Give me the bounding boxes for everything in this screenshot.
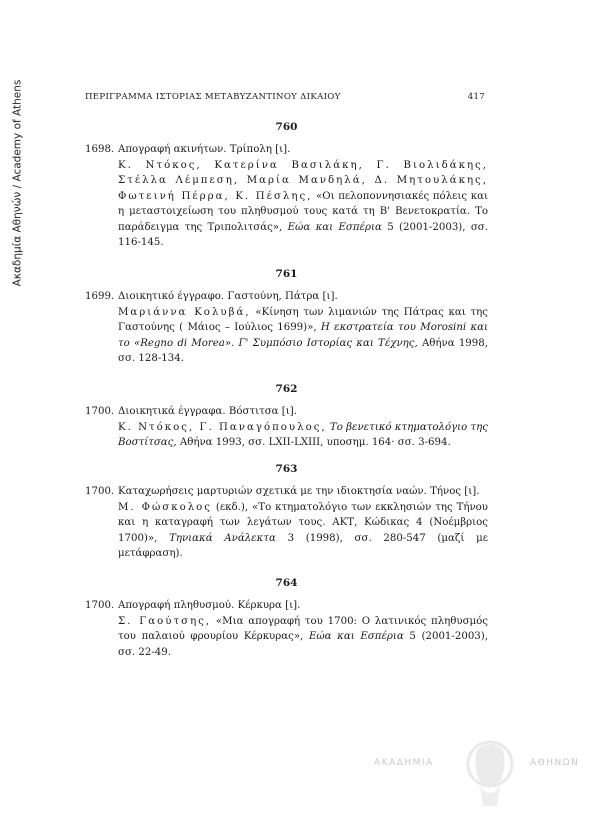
entry-description: Διοικητικό έγγραφο. Γαστούνη, Πάτρα [ι]. [118,291,338,302]
entry-764 [85,577,488,660]
entry-citation [118,614,488,661]
entry-citation [118,305,488,367]
entry-article-title: «Μια απογραφή του 1700: Ο λατινικός πληθυσμός του παλαιού φρουρίου Κέρκυρας», [118,615,488,642]
archive-label-text: Ακαδημία Αθηνών / Academy of Athens [11,79,24,287]
entry-description: Απογραφή πληθυσμού. Κέρκυρα [ι]. [118,600,301,611]
entry-pages: Αθήνα 1993, σσ. LXII-LXIII, υποσημ. 164· σσ. 3-694. [179,437,451,448]
entry-heading [85,484,488,500]
entry-pages: 5 (2001-2003), σσ. 22-49. [118,631,488,658]
running-header [85,92,485,106]
academy-seal-icon [455,730,525,810]
entry-pages: 3 (1998), σσ. 280-547 (μαζί με μετάφραση). [118,532,488,559]
entry-pages: Αθήνα 1998, σσ. 128-134. [118,337,488,364]
entry-heading [85,404,488,420]
entry-description: Διοικητικά έγγραφα. Βόστιτσα [ι]. [118,406,297,417]
entry-heading [85,289,488,305]
entry-number: 761 [275,268,298,280]
entry-citation [118,158,488,251]
entry-authors: Σ. Γαούτσης, [118,615,212,627]
entry-year: 1699. [85,291,115,302]
watermark-text-right: ΑΘΗΝΩΝ [530,758,580,768]
entry-heading [85,598,488,614]
entry-number: 764 [275,577,298,589]
entry-authors: Μ. Φώσκολος [118,501,212,513]
page-number: 417 [467,92,485,102]
entry-year: 1698. [85,144,115,155]
entry-number: 762 [275,383,298,395]
entry-article-title: (εκδ.), «Το κτηματολόγιο των εκκλησιών της Τήνου και η καταγραφή των λεγάτων τους. ΑΚΤ, Κώδικας 4 (Νοέμβριος 1700)», [118,501,488,544]
entry-year: 1700. [85,600,115,611]
entry-description: Απογραφή ακινήτων. Τρίπολη [ι]. [118,144,291,155]
entry-761 [85,268,488,367]
entry-description: Καταχωρήσεις μαρτυριών σχετικά με την ιδιοκτησία ναών. Τήνος [ι]. [118,486,480,497]
entry-year: 1700. [85,486,115,497]
entry-publication: Εώα και Εσπέρια [287,221,382,233]
entry-publication: Τηνιακά Ανάλεκτα [169,532,276,544]
entry-citation [118,420,488,451]
entry-article-title: «Κίνηση των λιμανιών της Πάτρας και της Γαστούνης ( Μάιος – Ιούλιος 1699)», [118,306,488,333]
entry-article-title: «Οι πελοποννησιακές πόλεις και η μεταστοιχείωση του πληθυσμού τους κατά τη Β' Βενετοκρατία. Το παράδειγμα της Τριπολιτσάς», [118,190,488,233]
archive-sidebar-label [8,48,26,318]
header-title: ΠΕΡΙΓΡΑΜΜΑ ΙΣΤΟΡΙΑΣ ΜΕΤΑΒΥΖΑΝΤΙΝΟΥ ΔΙΚΑΙΟΥ [85,92,341,102]
entry-publication: Το βενετικό κτηματολόγιο της Βοστίτσας, [118,421,488,448]
watermark-text-left: ΑΚΑΔΗΜΙΑ [374,758,434,768]
entry-year: 1700. [85,406,115,417]
entry-762 [85,383,488,451]
entry-number: 763 [275,463,298,475]
entry-heading [85,142,488,158]
entry-760 [85,121,488,251]
entry-pages: 5 (2001-2003), σσ. 116-145. [118,221,488,248]
entry-763 [85,463,488,562]
entry-citation [118,500,488,562]
entry-authors: Κ. Ντόκος, Κατερίνα Βασιλάκη, Γ. Βιολιδάκης, Στέλλα Λέμπεση, Μαρία Μανδηλά, Δ. Μητουλάκης, Φωτεινή Πέρρα, Κ. Πέσλης, [118,159,488,202]
entry-number: 760 [275,121,298,133]
entry-publication: Εώα και Εσπέρια [308,631,404,642]
entry-authors: Κ. Ντόκος, Γ. Παναγόπουλος, [118,421,327,433]
entry-authors: Μαριάννα Κολυβά, [118,306,251,318]
entry-publication: Η εκστρατεία του Morosini και το «Regno di Morea». Γ' Συμπόσιο Ιστορίας και Τέχνης, [118,322,488,349]
